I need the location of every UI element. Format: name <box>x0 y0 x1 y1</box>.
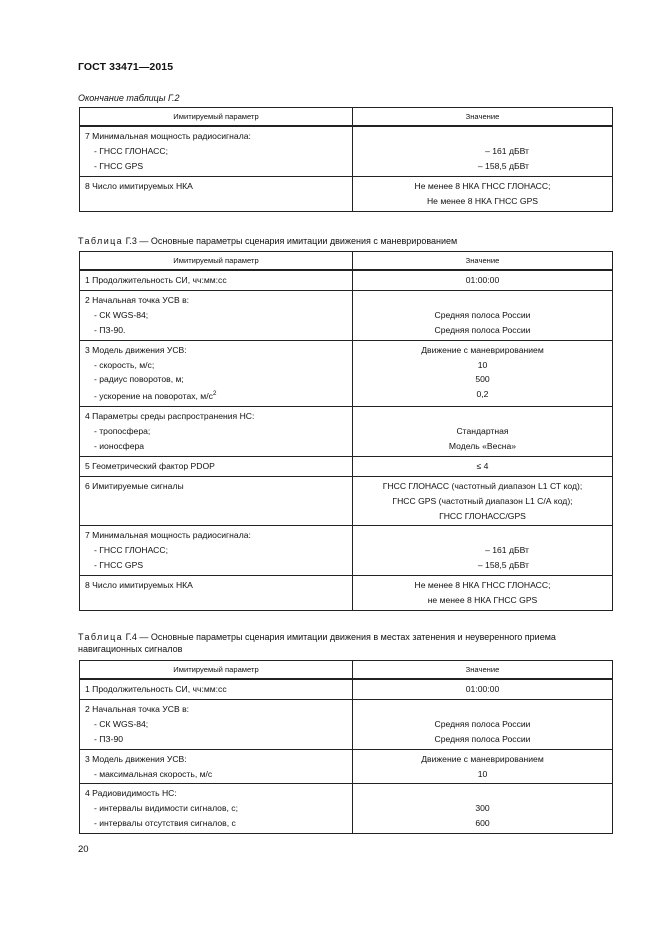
value-line: ГНСС GPS (частотный диапазон L1 С/А код); <box>392 495 573 506</box>
superscript: 2 <box>212 390 217 398</box>
value-line: 300 <box>475 803 490 814</box>
param-line: 8 Число имитируемых НКА <box>85 180 193 191</box>
param-line: 4 Параметры среды распространения НС: <box>85 411 255 422</box>
value-cell <box>353 749 613 784</box>
value-line: 10 <box>477 768 488 779</box>
value-line: Движение с маневрированием <box>421 344 544 355</box>
param-line: 1 Продолжительность СИ, чч:мм:сс <box>85 275 227 285</box>
value-line: ≤ 4 <box>476 460 489 471</box>
param-line: 3 Модель движения УСВ: <box>85 753 187 764</box>
value-line <box>358 528 607 543</box>
table-number: Г.4 <box>125 632 137 642</box>
column-header-param: Имитируемый параметр <box>80 661 353 680</box>
param-cell <box>80 407 353 457</box>
column-header-param: Имитируемый параметр <box>80 252 353 271</box>
value-line: Модель «Весна» <box>448 440 517 451</box>
param-line: - СК WGS-84; <box>94 718 149 729</box>
column-header-value: Значение <box>353 252 613 271</box>
param-line: - интервалы видимости сигналов, с; <box>94 803 238 814</box>
value-cell <box>353 576 613 611</box>
param-cell <box>80 270 353 290</box>
value-cell <box>353 270 613 290</box>
param-line: - ГНСС GPS <box>94 560 144 571</box>
param-line: - интервалы отсутствия сигналов, с <box>94 818 236 829</box>
param-line: - ПЗ-90. <box>94 324 126 335</box>
value-line: – 161 дБВт <box>485 545 529 556</box>
table-row <box>80 699 613 749</box>
param-cell <box>80 679 353 699</box>
page-number: 20 <box>78 844 89 855</box>
table-title: — Основные параметры сценария имитации движения в местах затенения и неуверенного приема навигационных сигналов <box>78 632 556 654</box>
table-g2-end <box>79 107 613 212</box>
value-line: 600 <box>475 818 490 829</box>
param-line: - ГНСС ГЛОНАСС; <box>94 545 168 556</box>
value-line: Стандартная <box>456 426 509 437</box>
param-line: 4 Радиовидимость НС: <box>85 788 177 799</box>
param-line: 8 Число имитируемых НКА <box>85 580 193 591</box>
table-g3 <box>79 251 613 611</box>
value-line: Движение с маневрированием <box>421 753 544 764</box>
table-row <box>80 749 613 784</box>
param-line: 7 Минимальная мощность радиосигнала: <box>85 530 251 541</box>
value-line: 01:00:00 <box>465 275 500 285</box>
table-row <box>80 526 613 576</box>
value-line: Средняя полоса России <box>434 324 531 335</box>
value-cell <box>353 784 613 834</box>
value-line: ГНСС ГЛОНАСС/GPS <box>439 510 526 521</box>
value-cell <box>353 476 613 526</box>
value-line: Не менее 8 НКА ГНСС ГЛОНАСС; <box>414 580 551 591</box>
value-line: Средняя полоса России <box>434 733 531 744</box>
param-line: 7 Минимальная мощность радиосигнала: <box>85 131 251 141</box>
table-label: Таблица <box>78 236 124 246</box>
table-row <box>80 290 613 340</box>
table-row <box>80 270 613 290</box>
table-g3-caption <box>78 236 616 248</box>
param-line: - ГНСС ГЛОНАСС; <box>94 145 168 156</box>
value-cell <box>353 290 613 340</box>
table-row <box>80 576 613 611</box>
param-cell <box>80 749 353 784</box>
param-line: - радиус поворотов, м; <box>94 374 184 385</box>
value-cell <box>353 340 613 406</box>
table-header-row <box>80 252 613 271</box>
table-g2-caption: Окончание таблицы Г.2 <box>78 93 180 103</box>
value-line <box>358 702 607 717</box>
table-title: — Основные параметры сценария имитации движения с маневрированием <box>136 236 458 246</box>
table-row <box>80 679 613 699</box>
param-line: - ионосфера <box>94 440 145 451</box>
param-line: - ПЗ-90 <box>94 733 124 744</box>
table-row <box>80 456 613 476</box>
param-line: 1 Продолжительность СИ, чч:мм:сс <box>85 684 227 694</box>
param-line: 5 Геометрический фактор PDOP <box>85 460 215 471</box>
param-line: - скорость, м/с; <box>94 359 155 370</box>
table-number: Г.3 <box>125 236 137 246</box>
value-cell <box>353 526 613 576</box>
value-line: Средняя полоса России <box>434 718 531 729</box>
value-cell <box>353 407 613 457</box>
column-header-value: Значение <box>353 108 613 127</box>
param-line: - СК WGS-84; <box>94 309 149 320</box>
value-line: Не менее 8 НКА ГНСС GPS <box>426 195 539 206</box>
value-line: 0,2 <box>476 389 489 400</box>
param-line: 2 Начальная точка УСВ в: <box>85 703 190 714</box>
document-code: ГОСТ 33471—2015 <box>78 61 174 73</box>
table-row <box>80 176 613 211</box>
param-line: 3 Модель движения УСВ: <box>85 344 187 355</box>
table-label: Таблица <box>78 632 124 642</box>
value-line <box>358 129 607 144</box>
table-row <box>80 340 613 406</box>
value-line: Средняя полоса России <box>434 309 531 320</box>
param-line: - максимальная скорость, м/с <box>94 768 213 779</box>
table-row <box>80 784 613 834</box>
value-line <box>358 786 607 801</box>
value-line: – 161 дБВт <box>485 145 529 156</box>
value-line: 01:00:00 <box>465 684 500 694</box>
param-cell <box>80 784 353 834</box>
param-cell <box>80 290 353 340</box>
column-header-value: Значение <box>353 661 613 680</box>
value-line <box>358 409 607 424</box>
value-line: 500 <box>475 374 490 385</box>
value-line <box>358 293 607 308</box>
param-cell <box>80 476 353 526</box>
param-cell <box>80 176 353 211</box>
param-cell <box>80 526 353 576</box>
param-line: - тропосфера; <box>94 426 151 437</box>
table-g4-caption <box>78 632 616 655</box>
value-line: ГНСС ГЛОНАСС (частотный диапазон L1 СТ код); <box>382 480 583 491</box>
param-line: 2 Начальная точка УСВ в: <box>85 294 190 305</box>
param-cell <box>80 126 353 176</box>
param-text: - ускорение на поворотах, м/с <box>94 391 213 402</box>
table-g4 <box>79 660 613 834</box>
param-line: 6 Имитируемые сигналы <box>85 480 184 491</box>
value-cell <box>353 699 613 749</box>
table-header-row <box>80 661 613 680</box>
param-cell <box>80 576 353 611</box>
param-cell <box>80 699 353 749</box>
param-line: - ГНСС GPS <box>94 160 144 171</box>
param-line <box>85 387 347 404</box>
value-line: – 158,5 дБВт <box>477 560 529 571</box>
table-row <box>80 126 613 176</box>
column-header-param: Имитируемый параметр <box>80 108 353 127</box>
value-cell <box>353 456 613 476</box>
value-cell <box>353 126 613 176</box>
value-line: 10 <box>477 359 488 370</box>
value-cell <box>353 679 613 699</box>
value-line: – 158,5 дБВт <box>477 160 529 171</box>
table-row <box>80 476 613 526</box>
table-header-row <box>80 108 613 127</box>
value-cell <box>353 176 613 211</box>
table-row <box>80 407 613 457</box>
value-line: Не менее 8 НКА ГНСС ГЛОНАСС; <box>414 180 551 191</box>
param-cell <box>80 456 353 476</box>
param-cell <box>80 340 353 406</box>
value-line: не менее 8 НКА ГНСС GPS <box>427 595 538 606</box>
